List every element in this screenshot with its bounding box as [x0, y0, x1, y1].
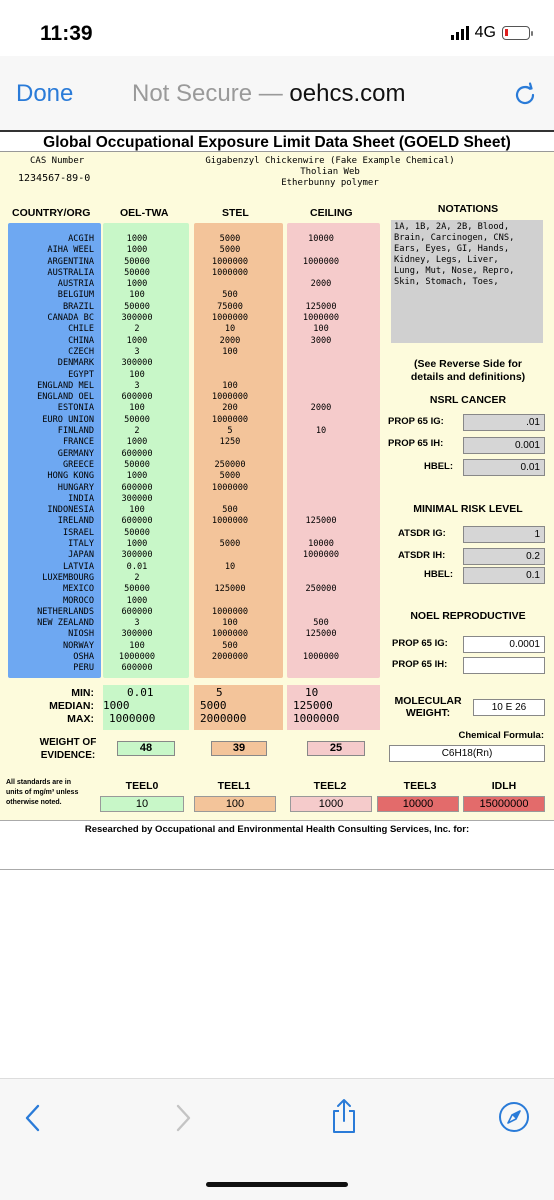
oel-woe: 48 — [117, 741, 175, 756]
country-cell: ENGLAND OEL — [37, 392, 94, 403]
url-bar[interactable] — [132, 80, 405, 108]
oel-min: 0.01 — [127, 686, 154, 699]
teel3-header: TEEL3 — [403, 780, 437, 792]
url-domain: oehcs.com — [289, 80, 406, 107]
oel-cell: 100 — [129, 640, 145, 651]
reverse-note-line: (See Reverse Side for — [414, 358, 522, 370]
teel1-value: 100 — [194, 796, 276, 812]
country-cell: BRAZIL — [62, 301, 94, 312]
back-icon[interactable] — [22, 1103, 44, 1133]
country-cell: EGYPT — [68, 369, 94, 380]
table-row — [0, 618, 380, 629]
oel-cell: 600000 — [121, 392, 153, 403]
nsrl-header: NSRL CANCER — [429, 394, 507, 406]
stel-cell: 100 — [222, 618, 238, 629]
mrl-header: MINIMAL RISK LEVEL — [413, 503, 523, 515]
researched-for-box — [0, 838, 554, 870]
nsrl-hbel-value: 0.01 — [463, 459, 545, 476]
stel-cell: 5000 — [219, 471, 241, 482]
table-row — [0, 324, 380, 335]
noel-ig-value: 0.0001 — [463, 636, 545, 653]
table-row — [0, 573, 380, 584]
home-indicator — [206, 1182, 348, 1187]
table-row — [0, 539, 380, 550]
ceiling-cell: 3000 — [310, 335, 332, 346]
done-button[interactable]: Done — [16, 80, 74, 107]
stel-max: 2000000 — [200, 712, 247, 725]
table-row — [0, 550, 380, 561]
table-row — [0, 234, 380, 245]
table-row — [0, 403, 380, 414]
notations-line: Ears, Eyes, GI, Hands, — [394, 244, 510, 254]
stel-cell: 1000000 — [211, 313, 249, 324]
chemical-name-primary: Gigabenzyl Chickenwire (Fake Example Chemical) — [205, 156, 455, 166]
oel-column-header: OEL-TWA — [120, 207, 169, 219]
teel0-header: TEEL0 — [125, 780, 159, 792]
reverse-note-line: details and definitions) — [410, 371, 526, 383]
oel-cell: 3 — [134, 380, 140, 391]
ceiling-cell: 500 — [313, 618, 329, 629]
oel-cell: 50000 — [124, 527, 150, 538]
stel-woe: 39 — [211, 741, 267, 756]
notations-line: 1A, 1B, 2A, 2B, Blood, — [394, 222, 510, 232]
stel-cell: 1000000 — [211, 482, 249, 493]
oel-cell: 1000000 — [118, 651, 156, 662]
mrl-ig-value: 1 — [463, 526, 545, 543]
table-row — [0, 596, 380, 607]
table-row — [0, 268, 380, 279]
stel-cell: 500 — [222, 505, 238, 516]
country-cell: GERMANY — [57, 448, 94, 459]
table-row — [0, 381, 380, 392]
mrl-hbel-value: 0.1 — [463, 567, 545, 584]
min-label: MIN: — [71, 687, 94, 699]
table-row — [0, 607, 380, 618]
country-cell: CZECH — [68, 346, 94, 357]
table-row — [0, 302, 380, 313]
table-row — [0, 370, 380, 381]
ceiling-cell: 1000000 — [302, 313, 340, 324]
table-row — [0, 460, 380, 471]
stel-median: 5000 — [200, 699, 227, 712]
status-time: 11:39 — [40, 22, 93, 45]
ceiling-woe: 25 — [307, 741, 365, 756]
country-cell: LATVIA — [62, 561, 94, 572]
country-cell: NEW ZEALAND — [37, 618, 94, 629]
chemical-name-synonym: Tholian Web — [300, 167, 360, 177]
oel-cell: 50000 — [124, 414, 150, 425]
nsrl-ig-value: .01 — [463, 414, 545, 431]
ceiling-cell: 10000 — [308, 234, 334, 244]
stel-cell: 2000 — [219, 335, 241, 346]
ceiling-cell: 250000 — [305, 584, 337, 595]
units-note-line: otherwise noted. — [6, 799, 62, 806]
mw-label-line: WEIGHT: — [405, 707, 451, 719]
stel-cell: 10 — [224, 561, 236, 572]
mrl-hbel-label: HBEL: — [424, 569, 454, 580]
stel-cell: 1000000 — [211, 606, 249, 617]
table-row — [0, 257, 380, 268]
stel-cell: 5000 — [219, 245, 241, 256]
country-column-header: COUNTRY/ORG — [12, 207, 91, 219]
oel-cell: 600000 — [121, 606, 153, 617]
table-row — [0, 392, 380, 403]
goeld-sheet — [0, 130, 554, 870]
molecular-weight-value: 10 E 26 — [473, 699, 545, 716]
table-row — [0, 245, 380, 256]
oel-cell: 1000 — [126, 437, 148, 448]
country-cell: NORWAY — [62, 640, 94, 651]
battery-icon — [502, 26, 530, 40]
oel-cell: 300000 — [121, 550, 153, 561]
country-cell: INDIA — [68, 493, 94, 504]
forward-icon[interactable] — [172, 1103, 194, 1133]
teel1-header: TEEL1 — [217, 780, 251, 792]
table-row — [0, 415, 380, 426]
country-cell: MOROCO — [62, 595, 94, 606]
noel-ig-label: PROP 65 IG: — [392, 638, 448, 649]
ceiling-max: 1000000 — [293, 712, 340, 725]
country-cell: BELGIUM — [57, 290, 94, 301]
oel-cell: 100 — [129, 290, 145, 301]
notations-line: Lung, Mut, Nose, Repro, — [394, 266, 515, 276]
chemical-names — [190, 156, 470, 189]
ceiling-cell: 10 — [315, 426, 327, 437]
browser-navbar — [0, 56, 554, 130]
stel-cell: 500 — [222, 640, 238, 651]
oel-cell: 600000 — [121, 516, 153, 527]
stel-cell: 5 — [227, 426, 233, 437]
table-row — [0, 494, 380, 505]
compass-icon[interactable] — [498, 1101, 530, 1133]
noel-ih-label: PROP 65 IH: — [392, 659, 448, 670]
not-secure-label: Not Secure — — [132, 80, 283, 107]
idlh-value: 15000000 — [463, 796, 545, 812]
noel-header: NOEL REPRODUCTIVE — [410, 610, 526, 622]
ceiling-cell: 125000 — [305, 301, 337, 312]
table-row — [0, 426, 380, 437]
stel-column-header: STEL — [222, 207, 249, 219]
reverse-side-note — [392, 358, 544, 384]
stel-cell: 1000000 — [211, 392, 249, 403]
table-row — [0, 336, 380, 347]
oel-cell: 3 — [134, 618, 140, 629]
ceiling-min: 10 — [305, 686, 319, 699]
oel-cell: 100 — [129, 403, 145, 414]
oel-cell: 600000 — [121, 663, 153, 674]
max-label: MAX: — [67, 713, 94, 725]
stel-cell: 250000 — [214, 459, 246, 470]
table-row — [0, 505, 380, 516]
country-cell: MEXICO — [62, 584, 94, 595]
country-cell: ISRAEL — [62, 527, 94, 538]
nsrl-ih-value: 0.001 — [463, 437, 545, 454]
oel-cell: 50000 — [124, 459, 150, 470]
oel-cell: 1000 — [126, 539, 148, 550]
formula-label: Chemical Formula: — [458, 730, 544, 741]
country-cell: ARGENTINA — [47, 256, 94, 267]
woe-label-line: EVIDENCE: — [40, 750, 96, 761]
mrl-ih-label: ATSDR IH: — [398, 550, 446, 561]
country-cell: DENMARK — [57, 358, 94, 369]
oel-cell: 1000 — [126, 335, 148, 346]
country-cell: OSHA — [73, 651, 94, 662]
stel-cell: 10 — [224, 324, 236, 335]
table-row — [0, 562, 380, 573]
table-row — [0, 358, 380, 369]
stel-cell: 1000000 — [211, 516, 249, 527]
notations-box — [391, 220, 543, 343]
stel-cell: 1250 — [219, 437, 241, 448]
stel-cell: 5000 — [219, 539, 241, 550]
noel-ih-value — [463, 657, 545, 674]
country-cell: ENGLAND MEL — [37, 380, 94, 391]
reload-icon[interactable] — [512, 82, 538, 108]
units-note-line: units of mg/m³ unless — [6, 789, 79, 796]
stel-cell: 1000000 — [211, 629, 249, 640]
units-note — [6, 778, 94, 808]
oel-cell: 1000 — [126, 595, 148, 606]
stel-cell: 2000000 — [211, 651, 249, 662]
oel-cell: 50000 — [124, 267, 150, 278]
notations-line: Brain, Carcinogen, CNS, — [394, 233, 515, 243]
table-row — [0, 449, 380, 460]
oel-median: 1000 — [103, 699, 130, 712]
ceiling-cell: 2000 — [310, 279, 332, 290]
table-row — [0, 663, 380, 674]
country-cell: JAPAN — [68, 550, 94, 561]
country-cell: AIHA WEEL — [47, 245, 94, 256]
oel-cell: 0.01 — [126, 561, 148, 572]
table-row — [0, 437, 380, 448]
country-cell: LUXEMBOURG — [42, 572, 94, 583]
nsrl-hbel-label: HBEL: — [424, 461, 454, 472]
mrl-ig-label: ATSDR IG: — [398, 528, 446, 539]
country-cell: ESTONIA — [57, 403, 94, 414]
ceiling-cell: 100 — [313, 324, 329, 335]
status-indicators — [451, 24, 530, 42]
ceiling-cell: 10000 — [308, 539, 334, 550]
oel-stats — [103, 685, 189, 730]
ceiling-cell: 2000 — [310, 403, 332, 414]
stel-stats — [194, 685, 283, 730]
oel-cell: 2 — [134, 572, 140, 583]
stel-cell: 500 — [222, 290, 238, 301]
notations-line: Kidney, Legs, Liver, — [394, 255, 499, 265]
oel-cell: 600000 — [121, 448, 153, 459]
sheet-title: Global Occupational Exposure Limit Data Sheet (GOELD Sheet) — [0, 130, 554, 152]
table-row — [0, 516, 380, 527]
oel-cell: 50000 — [124, 256, 150, 267]
stel-cell: 100 — [222, 380, 238, 391]
country-cell: AUSTRIA — [57, 279, 94, 290]
idlh-header: IDLH — [491, 780, 517, 792]
exposure-limits-table — [0, 234, 380, 675]
table-row — [0, 471, 380, 482]
ceiling-cell: 1000000 — [302, 651, 340, 662]
oel-cell: 1000 — [126, 279, 148, 290]
ceiling-median: 125000 — [293, 699, 333, 712]
stel-cell: 75000 — [217, 301, 243, 312]
median-label: MEDIAN: — [49, 700, 94, 712]
signal-icon — [451, 26, 469, 40]
country-cell: INDONESIA — [47, 505, 94, 516]
network-type: 4G — [474, 24, 496, 41]
teel0-value: 10 — [100, 796, 184, 812]
oel-cell: 100 — [129, 505, 145, 516]
oel-cell: 50000 — [124, 584, 150, 595]
oel-cell: 1000 — [126, 471, 148, 482]
mw-label-line: MOLECULAR — [394, 695, 462, 707]
country-cell: IRELAND — [57, 516, 94, 527]
oel-cell: 1000 — [126, 245, 148, 256]
country-cell: EURO UNION — [42, 414, 94, 425]
oel-cell: 3 — [134, 346, 140, 357]
ceiling-stats — [287, 685, 380, 730]
notations-header: NOTATIONS — [437, 203, 499, 215]
oel-cell: 2 — [134, 324, 140, 335]
table-row — [0, 279, 380, 290]
country-cell: PERU — [73, 663, 94, 674]
stel-cell: 125000 — [214, 584, 246, 595]
cas-label: CAS Number — [30, 156, 85, 166]
units-note-line: All standards are in — [6, 779, 71, 786]
woe-label — [28, 736, 108, 762]
table-row — [0, 629, 380, 640]
ceiling-cell: 125000 — [305, 516, 337, 527]
country-cell: CANADA BC — [47, 313, 94, 324]
country-cell: FINLAND — [57, 426, 94, 437]
stel-cell: 1000000 — [211, 414, 249, 425]
country-cell: ITALY — [68, 539, 94, 550]
researched-by: Researched by Occupational and Environmental Health Consulting Services, Inc. for: — [0, 820, 554, 838]
country-cell: HUNGARY — [57, 482, 94, 493]
table-row — [0, 290, 380, 301]
woe-label-line: WEIGHT OF — [39, 737, 97, 748]
nsrl-ig-label: PROP 65 IG: — [388, 416, 444, 427]
country-cell: FRANCE — [62, 437, 94, 448]
ceiling-column-header: CEILING — [310, 207, 353, 219]
table-row — [0, 652, 380, 663]
chemical-name-synonym: Etherbunny polymer — [281, 178, 379, 188]
country-cell: NETHERLANDS — [37, 606, 94, 617]
notations-line: Skin, Stomach, Toes, — [394, 277, 499, 287]
oel-cell: 600000 — [121, 482, 153, 493]
stel-cell: 1000000 — [211, 267, 249, 278]
teel3-value: 10000 — [377, 796, 459, 812]
country-cell: HONG KONG — [47, 471, 94, 482]
oel-cell: 50000 — [124, 301, 150, 312]
oel-cell: 1000 — [126, 234, 148, 244]
formula-value: C6H18(Rn) — [389, 745, 545, 762]
table-row — [0, 313, 380, 324]
oel-cell: 300000 — [121, 358, 153, 369]
oel-cell: 300000 — [121, 493, 153, 504]
country-cell: GREECE — [62, 459, 94, 470]
ceiling-cell: 125000 — [305, 629, 337, 640]
table-row — [0, 584, 380, 595]
oel-max: 1000000 — [109, 712, 156, 725]
country-cell: CHILE — [68, 324, 94, 335]
molecular-weight-label — [392, 695, 464, 719]
stel-cell: 5000 — [219, 234, 241, 244]
ceiling-cell: 1000000 — [302, 550, 340, 561]
country-cell: AUSTRALIA — [47, 267, 94, 278]
oel-cell: 100 — [129, 369, 145, 380]
stel-cell: 100 — [222, 346, 238, 357]
oel-cell: 300000 — [121, 313, 153, 324]
nsrl-ih-label: PROP 65 IH: — [388, 438, 444, 449]
cas-number: 1234567-89-0 — [18, 173, 91, 184]
stel-cell: 200 — [222, 403, 238, 414]
table-row — [0, 347, 380, 358]
oel-cell: 2 — [134, 426, 140, 437]
oel-cell: 300000 — [121, 629, 153, 640]
teel2-value: 1000 — [290, 796, 372, 812]
stel-min: 5 — [216, 686, 223, 699]
ceiling-cell: 1000000 — [302, 256, 340, 267]
country-cell: CHINA — [68, 335, 94, 346]
share-icon[interactable] — [330, 1097, 358, 1135]
country-cell: NIOSH — [68, 629, 94, 640]
table-row — [0, 641, 380, 652]
country-cell: ACGIH — [68, 234, 94, 244]
stel-cell: 1000000 — [211, 256, 249, 267]
mrl-ih-value: 0.2 — [463, 548, 545, 565]
teel2-header: TEEL2 — [313, 780, 347, 792]
table-row — [0, 528, 380, 539]
table-row — [0, 483, 380, 494]
